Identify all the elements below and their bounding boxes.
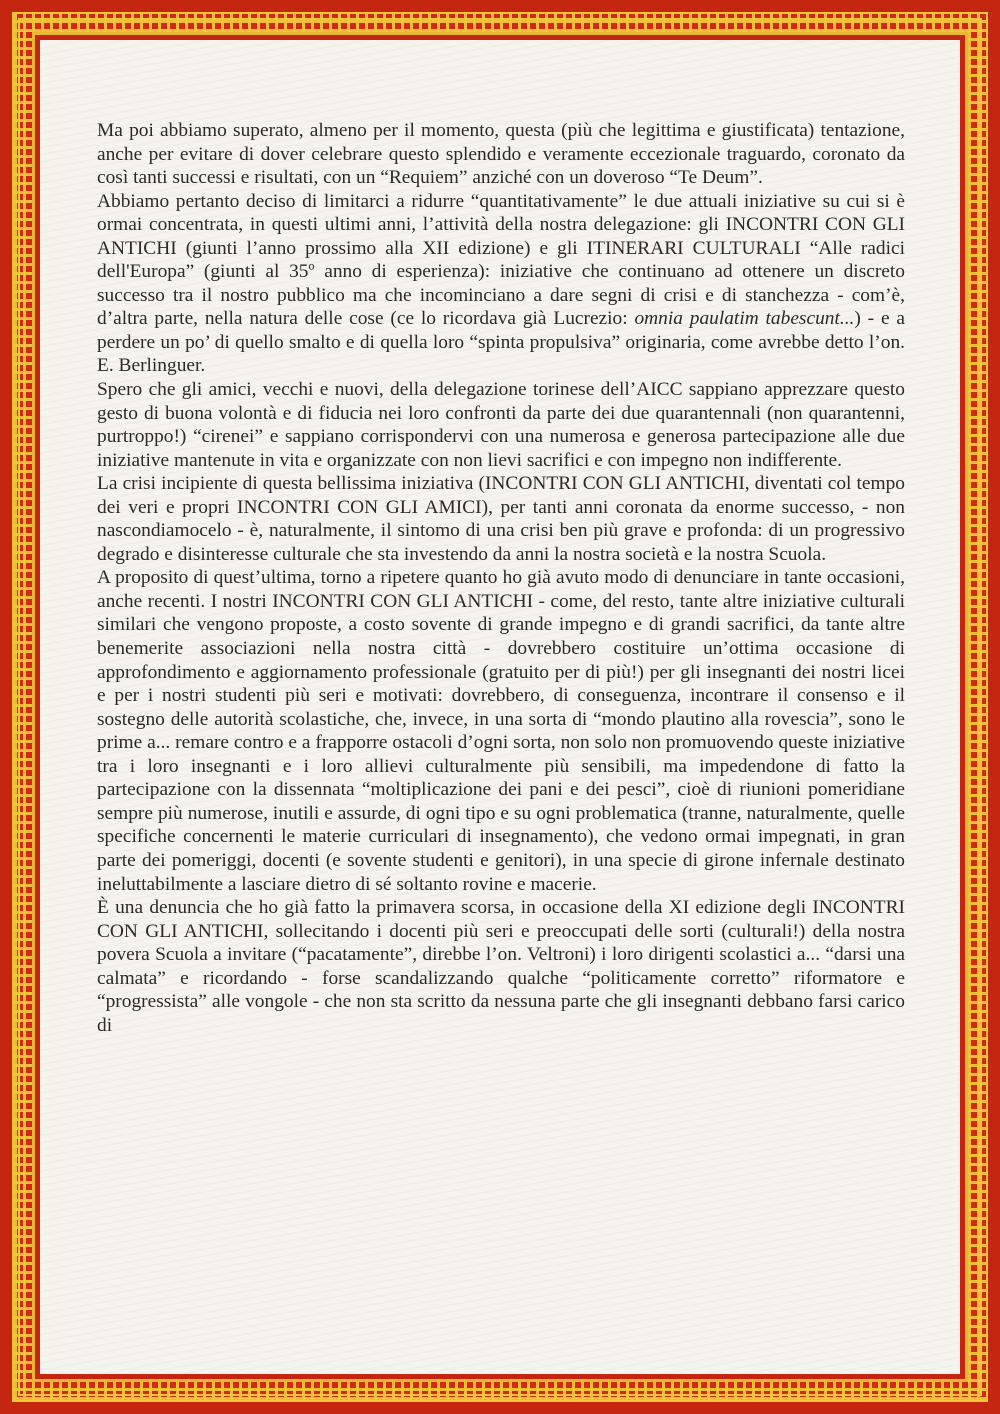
- latin-quote: omnia paulatim tabescunt...: [634, 308, 855, 330]
- body-text: [97, 119, 905, 1037]
- paragraph-2-text-after: ) - e a perdere un po’ di quello smalto e di quella loro “spinta propulsiva” originaria, come avrebbe detto l’on. E. Berlinguer.: [97, 308, 906, 377]
- paragraph-4: La crisi incipiente di questa bellissima iniziativa (INCONTRI CON GLI ANTICHI, diventati col tempo dei veri e propri INCONTRI CON GLI AMICI), per tanti anni coronata da enorme successo, - non nascondiamocelo - è, naturalmente, il sintomo di una crisi ben più grave e profonda: di un progressivo degrado e disinteresse culturale che sta investendo da anni la nostra società e la nostra Scuola.: [97, 473, 905, 565]
- paragraph-5: A proposito di quest’ultima, torno a ripetere quanto ho già avuto modo di denunciare in tante occasioni, anche recenti. I nostri INCONTRI CON GLI ANTICHI - come, del resto, tante altre iniziative culturali similari che vengono proposte, a costo sovente di grande impegno e di grandi sacrifici, da tante altre benemerite associazioni nella nostra città - dovrebbero costituire un’ottima occasione di approfondimento e aggiornamento professionale (gratuito per di più!) per gli insegnanti dei nostri licei e per i nostri studenti più seri e motivati: dovrebbero, di conseguenza, incontrare il consenso e il sostegno delle autorità scolastiche, che, invece, in una sorta di “mondo plautino alla rovescia”, sono le prime a... remare contro e a frapporre ostacoli d’ogni sorta, non solo non promuovendo queste iniziative tra i loro insegnanti e i loro allievi culturalmente più sensibili, ma impedendone di fatto la partecipazione con la dissennata “moltiplicazione dei pani e dei pesci”, cioè di riunioni pomeridiane sempre più numerose, inutili e assurde, di ogni tipo e su ogni problematica (tranne, naturalmente, quelle specifiche concernenti le materie curriculari di insegnamento), che vedono ormai impegnati, in gran parte dei pomeriggi, docenti (e sovente studenti e genitori), in una specie di girone infernale destinato ineluttabilmente a lasciare dietro di sé soltanto rovine e macerie.: [97, 567, 905, 895]
- paragraph-2-text-before: Abbiamo pertanto deciso di limitarci a ridurre “quantitativamente” le due attuali iniziative su cui si è ormai concentrata, in questi ultimi anni, l’attività della nostra delegazione: gli INCONTRI CON GLI ANTICHI (giunti l’anno prossimo alla XII edizione) e gli ITINERARI CULTURALI “Alle radici dell'Europa” (giunti al 35º anno di esperienza): iniziative che continuano ad ottenere un discreto successo tra il nostro pubblico ma che incominciano a dare segni di crisi e di stanchezza - com’è, d’altra parte, nella natura delle cose (ce lo ricordava già Lucrezio:: [97, 190, 905, 330]
- paragraph-6: È una denuncia che ho già fatto la primavera scorsa, in occasione della XI edizione degli INCONTRI CON GLI ANTICHI, sollecitando i docenti più seri e preoccupati delle sorti (culturali!) della nostra povera Scuola a invitare (“pacatamente”, direbbe l’on. Veltroni) i loro dirigenti scolastici a... “darsi una calmata” e ricordando - forse scandalizzando qualche “politicamente corretto” riformatore e “progressista” alle vongole - che non sta scritto da nessuna parte che gli insegnanti debbano farsi carico di: [97, 897, 905, 1036]
- paragraph-1: Ma poi abbiamo superato, almeno per il momento, questa (più che legittima e giustificata) tentazione, anche per evitare di dover celebrare questo splendido e veramente eccezionale traguardo, coronato da così tanti successi e risultati, con un “Requiem” anziché con un doveroso “Te Deum”.: [97, 120, 905, 189]
- document-page: [40, 40, 960, 1374]
- paragraph-3: Spero che gli amici, vecchi e nuovi, della delegazione torinese dell’AICC sappiano apprezzare questo gesto di buona volontà e di fiducia nei loro confronti da parte dei due quarantennali (non quarantenni, purtroppo!) “cirenei” e sappiano corrispondervi con una numerosa e generosa partecipazione alle due iniziative mantenute in vita e organizzate con non lievi sacrifici e con impegno non indifferente.: [97, 379, 905, 471]
- paragraph-2: [97, 190, 905, 378]
